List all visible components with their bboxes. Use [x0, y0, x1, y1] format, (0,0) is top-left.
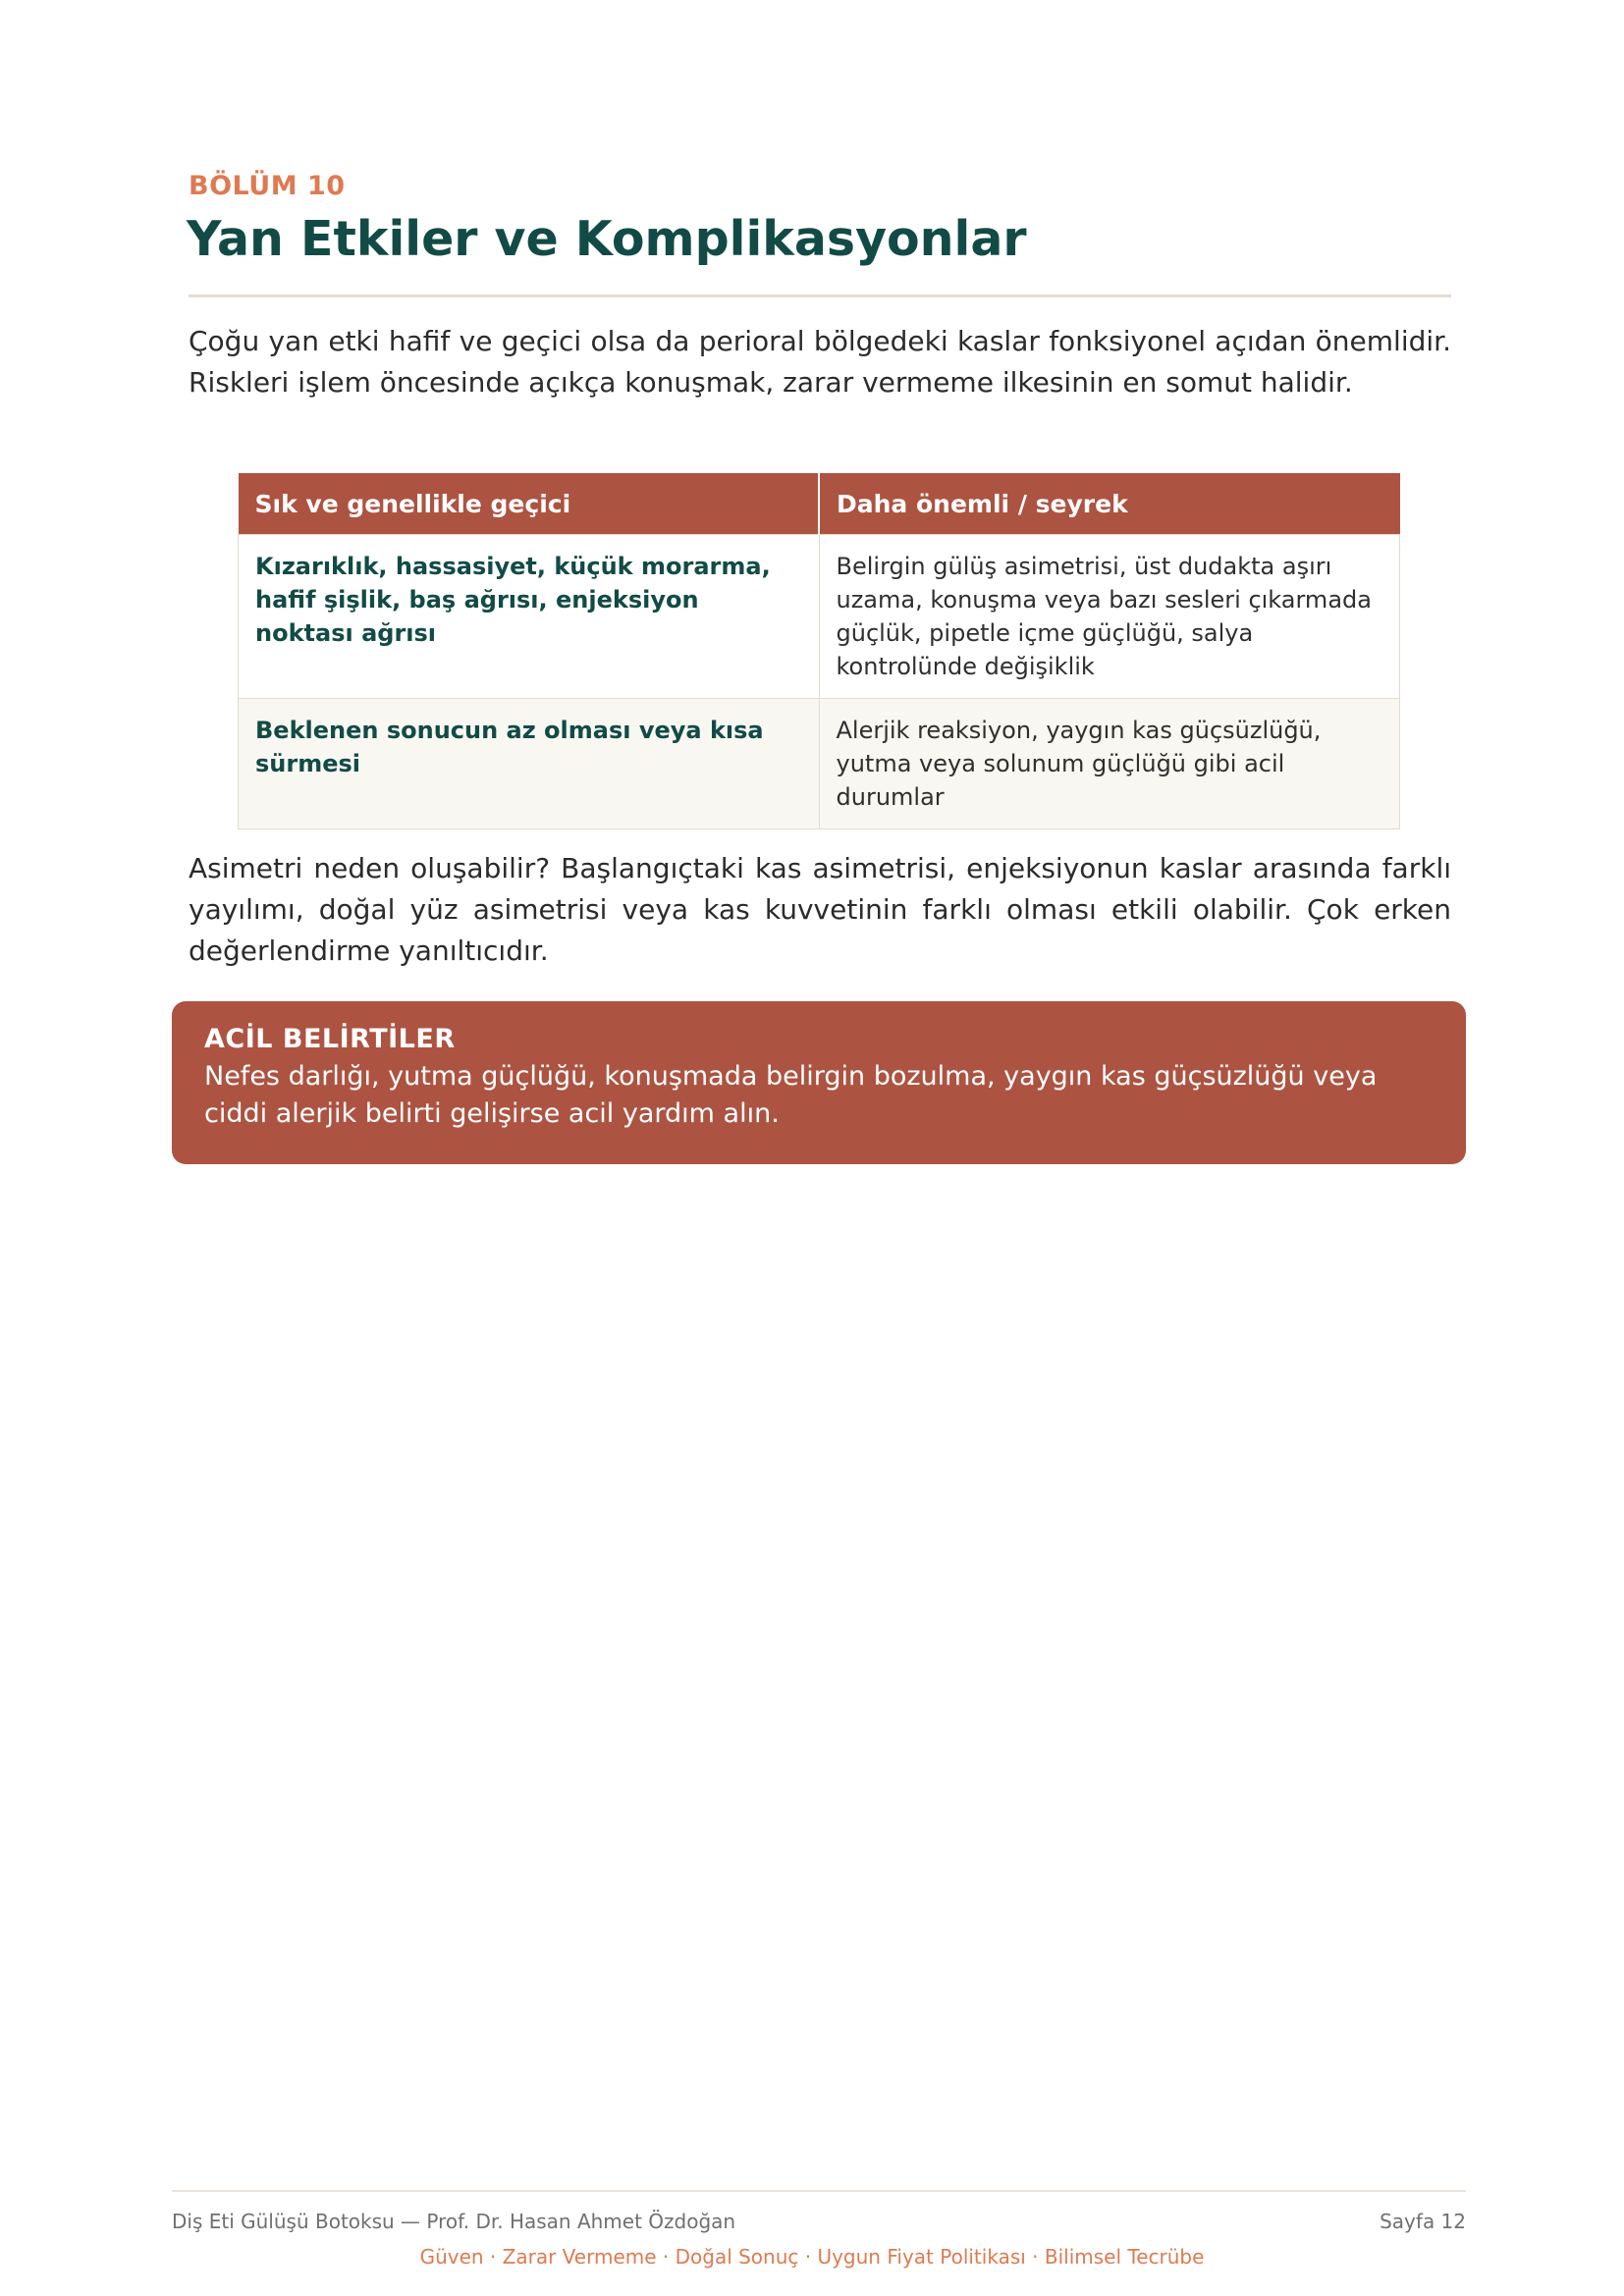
intro-paragraph: Çoğu yan etki hafif ve geçici olsa da perioral bölgedeki kaslar fonksiyonel açıdan önemlidir. Riskleri işlem öncesinde açıkça konuşmak, zarar vermeme ilkesinin en somut halidir. [189, 325, 1451, 399]
table-row [239, 699, 1400, 829]
footer-title: Diş Eti Gülüşü Botoksu — Prof. Dr. Hasan Ahmet Özdoğan [172, 2210, 736, 2233]
asymmetry-paragraph: Asimetri neden oluşabilir? Başlangıçtaki kas asimetrisi, enjeksiyonun kaslar arasında farklı yayılımı, doğal yüz asimetrisi veya kas kuvvetinin farklı olması etkili olabilir. Çok erken değerlendirme yanıltıcıdır. [189, 852, 1451, 967]
chapter-label: BÖLÜM 10 [189, 171, 346, 201]
alert-text: Nefes darlığı, yutma güçlüğü, konuşmada belirgin bozulma, yaygın kas güçsüzlüğü veya ciddi alerjik belirti gelişirse acil yardım alın. [204, 1061, 1378, 1129]
table-cell-rare: Alerjik reaksiyon, yaygın kas güçsüzlüğü, yutma veya solunum güçlüğü gibi acil durumlar [819, 699, 1400, 829]
column-header-common: Sık ve genellikle geçici [239, 473, 820, 535]
table-cell-common: Kızarıklık, hassasiyet, küçük morarma, hafif şişlik, baş ağrısı, enjeksiyon noktası ağrısı [239, 535, 820, 699]
column-header-rare: Daha önemli / seyrek [819, 473, 1400, 535]
table-cell-rare: Belirgin gülüş asimetrisi, üst dudakta aşırı uzama, konuşma veya bazı sesleri çıkarmada güçlük, pipetle içme güçlüğü, salya kontrolünde değişiklik [819, 535, 1400, 699]
alert-title: ACİL BELİRTİLER [204, 1024, 456, 1054]
table-cell-common: Beklenen sonucun az olması veya kısa sürmesi [239, 699, 820, 829]
side-effects-table [238, 473, 1400, 829]
table-row [239, 535, 1400, 699]
table-header-row [239, 473, 1400, 535]
page-number: Sayfa 12 [1380, 2210, 1466, 2233]
footer-tagline: Güven · Zarar Vermeme · Doğal Sonuç · Uygun Fiyat Politikası · Bilimsel Tecrübe [419, 2245, 1205, 2269]
page-title: Yan Etkiler ve Komplikasyonlar [187, 211, 1027, 267]
title-divider [189, 294, 1451, 297]
emergency-alert-box [172, 1001, 1466, 1164]
footer-divider [172, 2190, 1466, 2192]
